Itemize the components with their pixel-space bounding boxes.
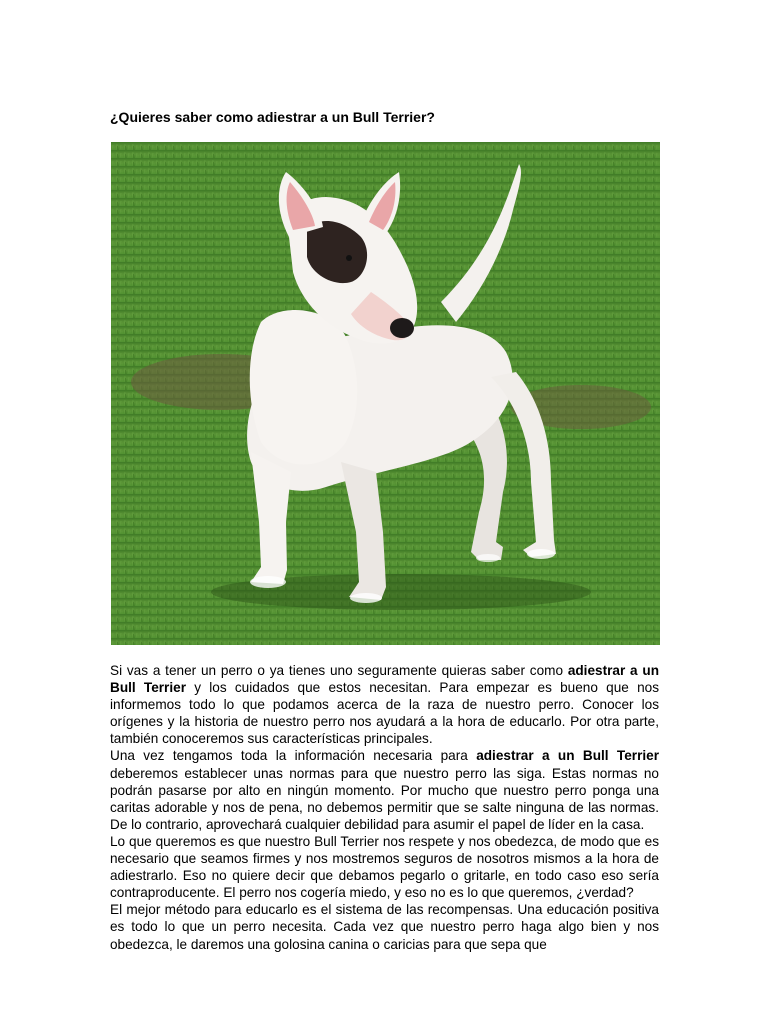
emphasis-keyword: adiestrar a un Bull Terrier	[110, 663, 659, 696]
article-body	[110, 662, 659, 953]
page-title: ¿Quieres saber como adiestrar a un Bull Terrier?	[110, 109, 435, 125]
paragraph-4: El mejor método para educarlo es el sistema de las recompensas. Una educación positiva es todo lo que un perro necesita. Cada vez que nuestro perro haga algo bien y nos obedezca, le daremos una golosina canina o caricias para que sepa que	[110, 902, 659, 952]
paragraph-2: Una vez tengamos toda la información necesaria para adiestrar a un Bull Terrier deberemos establecer unas normas para que nuestro perro las siga. Estas normas no podrán pasarse por alto en ningún momento. Por mucho que nuestro perro ponga una caritas adorable y nos de pena, no debemos permitir que se salte ninguna de las normas. De lo contrario, aprovechará cualquier debilidad para asumir el papel de líder en la casa.	[110, 748, 659, 832]
bull-terrier-photo	[111, 142, 660, 645]
emphasis-keyword: adiestrar a un Bull Terrier	[476, 748, 659, 764]
paragraph-1: Si vas a tener un perro o ya tienes uno seguramente quieras saber como adiestrar a un Bull Terrier y los cuidados que estos necesitan. Para empezar es bueno que nos informemos todo lo que podamos acerca de la raza de nuestro perro. Conocer los orígenes y la historia de nuestro perro nos ayudará a la hora de educarlo. Por otra parte, también conoceremos sus características principales.	[110, 663, 659, 747]
paragraph-3: Lo que queremos es que nuestro Bull Terrier nos respete y nos obedezca, de modo que es necesario que seamos firmes y nos mostremos seguros de nosotros mismos a la hora de adiestrarlo. Eso no quiere decir que debamos pegarlo o gritarle, en todo caso eso sería contraproducente. El perro nos cogería miedo, y eso no es lo que queremos, ¿verdad?	[110, 833, 659, 901]
